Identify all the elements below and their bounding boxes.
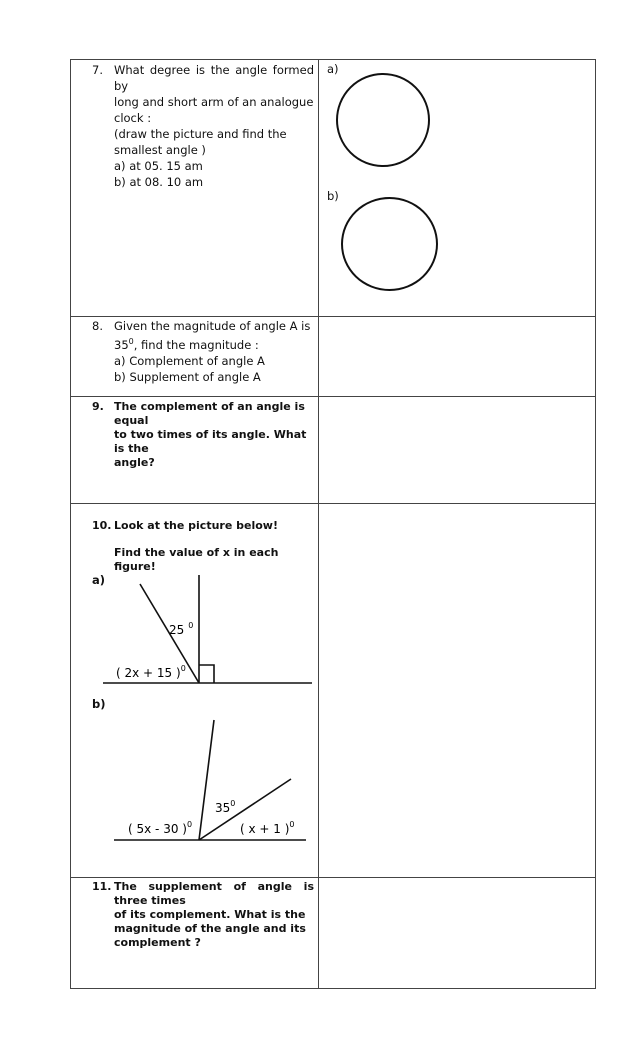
question-number: 9. (92, 400, 104, 413)
answer-label-a: a) (327, 62, 339, 76)
option-b: b) at 08. 10 am (114, 175, 204, 189)
expression-right-b: ( x + 1 )$^0$ (240, 820, 295, 836)
text-line: Given the magnitude of angle A is (114, 319, 311, 333)
angle-label-25: 25 $^0$ (169, 621, 194, 637)
question-number: 8. (92, 319, 103, 333)
angle-label-35: $35^0$ (215, 799, 236, 815)
text-line: of its complement. What is the (114, 908, 306, 921)
text-line: The supplement of angle is three times (114, 880, 314, 907)
question-number: 11. (92, 880, 112, 893)
text-line: (draw the picture and find the (114, 127, 287, 141)
option-b: b) Supplement of angle A (114, 369, 261, 384)
question-number: 7. (92, 63, 103, 77)
figure-label-a: a) (92, 573, 106, 587)
answer-label-b: b) (327, 189, 339, 203)
question-number: 10. (92, 519, 112, 532)
text-line: Find the value of x in each figure! (114, 546, 279, 573)
text-line: clock : (114, 111, 152, 125)
question-text (114, 880, 314, 950)
text-line: The complement of an angle is equal (114, 400, 305, 427)
text-line: magnitude of the angle and its (114, 922, 306, 935)
text-line: smallest angle ) (114, 143, 206, 157)
option-a: a) Complement of angle A (114, 353, 265, 368)
steep-ray-b (199, 720, 214, 840)
figure-a (103, 575, 312, 683)
right-angle-mark (199, 665, 214, 683)
text-line: long and short arm of an analogue (114, 95, 314, 109)
option-a: a) at 05. 15 am (114, 159, 203, 173)
text-rest: , find the magnitude : (133, 337, 259, 352)
degree-sup: 0 (128, 337, 134, 346)
text-line: Look at the picture below! (114, 519, 278, 532)
figure-b (114, 720, 306, 840)
figure-label-b: b) (92, 697, 106, 711)
expression-label-a: ( 2x + 15 )$^0$ (116, 664, 186, 680)
text-line: What degree is the angle formed by (114, 63, 314, 93)
text-line: complement ? (114, 936, 201, 949)
text-line: angle? (114, 456, 155, 469)
expression-left-b: ( 5x - 30 )$^0$ (128, 820, 193, 836)
angle-value: 35 (114, 337, 129, 352)
text-line: to two times of its angle. What is the (114, 428, 307, 455)
